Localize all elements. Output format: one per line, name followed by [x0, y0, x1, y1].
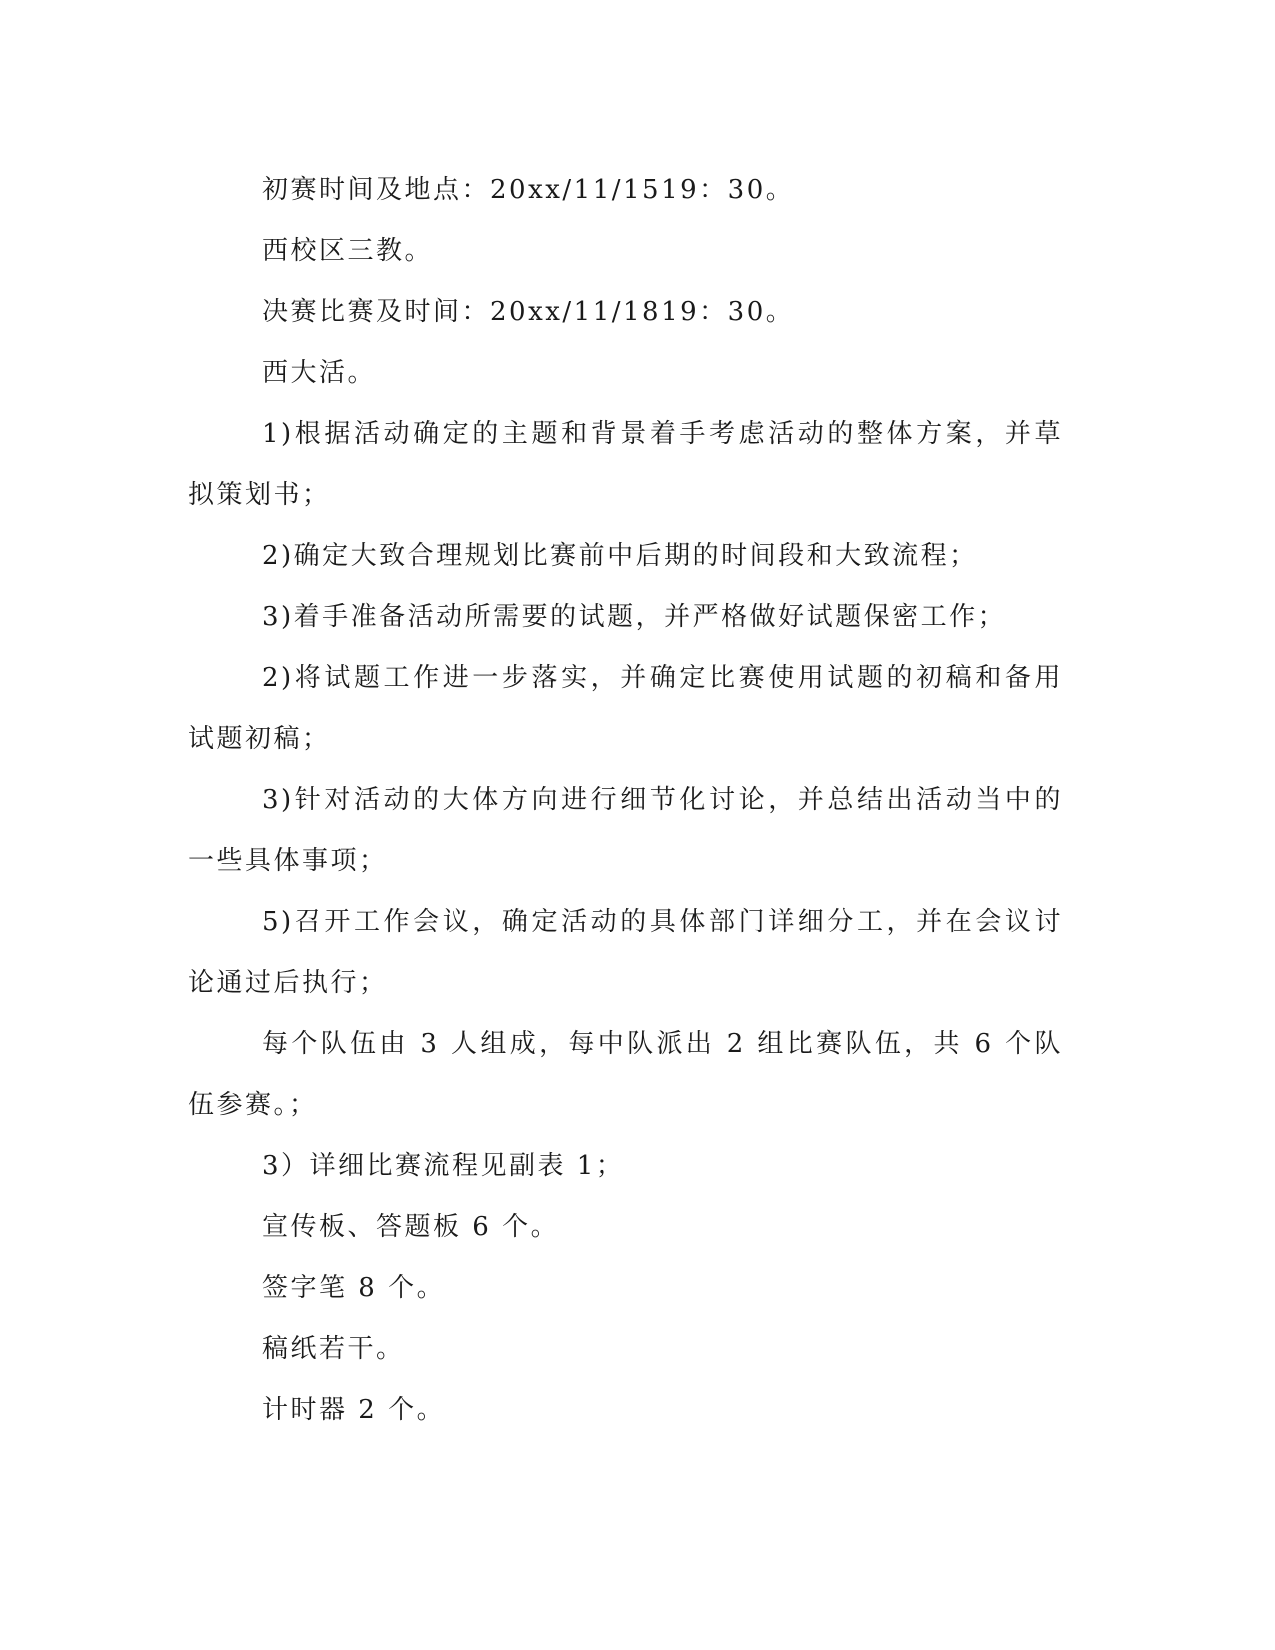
paragraph-pens: 签字笔 8 个。: [262, 1273, 446, 1303]
paragraph-step-meeting: 5)召开工作会议，确定活动的具体部门详细分工，并在会议讨论通过后执行；: [188, 907, 1063, 998]
paragraph-draft-paper: 稿纸若干。: [262, 1334, 405, 1364]
paragraph-final-time: 决赛比赛及时间：20xx/11/1819：30。: [262, 297, 795, 327]
paragraph-final-venue: 西大活。: [262, 358, 377, 388]
paragraph-timers: 计时器 2 个。: [262, 1395, 446, 1425]
paragraph-flow-reference: 3）详细比赛流程见副表 1；: [262, 1151, 625, 1181]
paragraph-step-plan: 1)根据活动确定的主题和背景着手考虑活动的整体方案，并草拟策划书；: [188, 419, 1063, 510]
paragraph-boards: 宣传板、答题板 6 个。: [262, 1212, 560, 1242]
paragraph-prelim-venue: 西校区三教。: [262, 236, 434, 266]
paragraph-teams: 每个队伍由 3 人组成，每中队派出 2 组比赛队伍，共 6 个队伍参赛。；: [188, 1029, 1063, 1120]
paragraph-step-questions: 3)着手准备活动所需要的试题，并严格做好试题保密工作；: [262, 602, 1007, 632]
paragraph-step-details: 3)针对活动的大体方向进行细节化讨论，并总结出活动当中的一些具体事项；: [188, 785, 1063, 876]
document-body: [188, 160, 1063, 1441]
paragraph-prelim-time-place: 初赛时间及地点：20xx/11/1519：30。: [262, 175, 795, 205]
paragraph-step-drafts: 2)将试题工作进一步落实，并确定比赛使用试题的初稿和备用试题初稿；: [188, 663, 1063, 754]
paragraph-step-schedule: 2)确定大致合理规划比赛前中后期的时间段和大致流程；: [262, 541, 978, 571]
